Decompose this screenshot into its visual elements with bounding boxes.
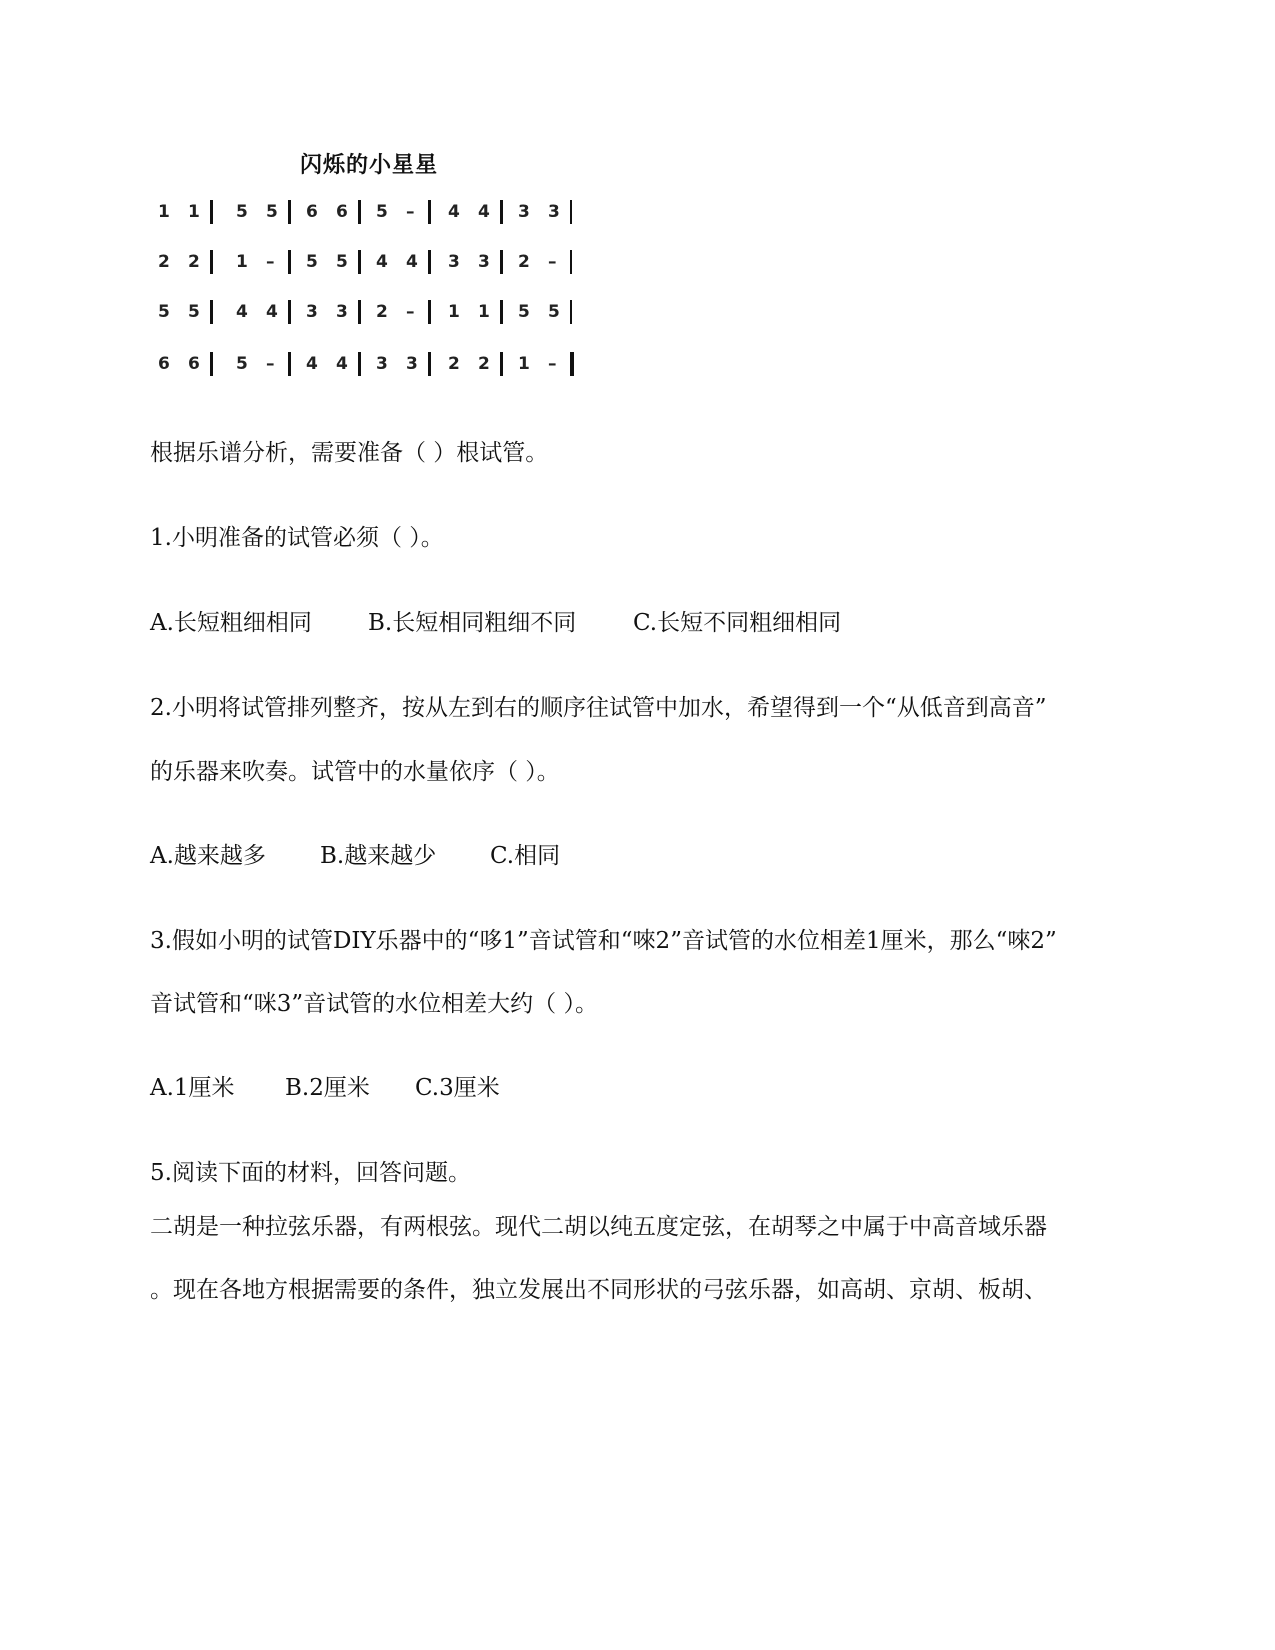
score-note: 1 — [236, 252, 248, 272]
barline — [288, 300, 291, 324]
option-c: C.3厘米 — [415, 1075, 500, 1101]
option-b: B.2厘米 — [285, 1075, 370, 1101]
score-dash: – — [266, 354, 275, 374]
score-note: 2 — [376, 302, 388, 322]
score-note: 5 — [188, 302, 200, 322]
barline — [500, 200, 503, 224]
material-line2: 。现在各地方根据需要的条件，独立发展出不同形状的弓弦乐器，如高胡、京胡、板胡、 — [150, 1277, 1047, 1303]
final-barline — [570, 352, 574, 376]
question-5-stem: 5.阅读下面的材料，回答问题。 — [150, 1160, 471, 1186]
option-a: A.越来越多 — [150, 843, 266, 869]
score-title: 闪烁的小星星 — [300, 153, 439, 178]
score-line — [150, 246, 620, 278]
score-note: 3 — [448, 252, 460, 272]
score-note: 2 — [188, 252, 200, 272]
score-note: 2 — [518, 252, 530, 272]
score-note: 4 — [406, 252, 418, 272]
score-dash: – — [548, 252, 557, 272]
score-note: 3 — [478, 252, 490, 272]
barline — [358, 250, 361, 274]
score-note: 4 — [376, 252, 388, 272]
barline — [570, 250, 572, 274]
score-note: 6 — [158, 354, 170, 374]
score-note: 5 — [236, 202, 248, 222]
score-note: 6 — [336, 202, 348, 222]
option-a: A.1厘米 — [150, 1075, 235, 1101]
score-note: 1 — [448, 302, 460, 322]
barline — [500, 352, 503, 376]
score-note: 1 — [158, 202, 170, 222]
option-a: A.长短粗细相同 — [150, 610, 312, 636]
score-note: 3 — [406, 354, 418, 374]
question-2-stem-line1: 2.小明将试管排列整齐，按从左到右的顺序往试管中加水，希望得到一个“从低音到高音” — [150, 695, 1047, 721]
score-note: 4 — [266, 302, 278, 322]
score-note: 1 — [188, 202, 200, 222]
score-note: 3 — [306, 302, 318, 322]
score-dash: – — [548, 354, 557, 374]
score-dash: – — [406, 202, 415, 222]
barline — [358, 352, 361, 376]
score-line — [150, 296, 620, 328]
barline — [288, 250, 291, 274]
intro-question: 根据乐谱分析，需要准备（ ）根试管。 — [150, 440, 549, 466]
score-note: 5 — [548, 302, 560, 322]
score-note: 5 — [158, 302, 170, 322]
score-line — [150, 348, 620, 380]
score-note: 1 — [478, 302, 490, 322]
score-note: 4 — [448, 202, 460, 222]
score-note: 3 — [336, 302, 348, 322]
score-note: 5 — [236, 354, 248, 374]
score-note: 3 — [548, 202, 560, 222]
score-note: 3 — [518, 202, 530, 222]
barline — [210, 300, 213, 324]
barline — [570, 200, 572, 224]
score-note: 2 — [448, 354, 460, 374]
score-note: 5 — [376, 202, 388, 222]
question-3-options — [150, 1073, 500, 1103]
score-note: 4 — [236, 302, 248, 322]
barline — [288, 200, 291, 224]
barline — [358, 200, 361, 224]
score-note: 2 — [478, 354, 490, 374]
barline — [500, 250, 503, 274]
score-note: 4 — [336, 354, 348, 374]
score-line — [150, 196, 620, 228]
score-note: 5 — [266, 202, 278, 222]
option-c: C.长短不同粗细相同 — [633, 610, 842, 636]
question-2-options — [150, 841, 560, 871]
score-note: 2 — [158, 252, 170, 272]
score-note: 5 — [336, 252, 348, 272]
score-note: 4 — [478, 202, 490, 222]
barline — [358, 300, 361, 324]
score-note: 6 — [188, 354, 200, 374]
barline — [210, 352, 213, 376]
barline — [428, 352, 431, 376]
barline — [210, 200, 213, 224]
score-dash: – — [266, 252, 275, 272]
question-2-stem-line2: 的乐器来吹奏。试管中的水量依序（ ）。 — [150, 759, 560, 785]
barline — [570, 300, 572, 324]
option-b: B.越来越少 — [320, 843, 437, 869]
barline — [500, 300, 503, 324]
score-note: 5 — [518, 302, 530, 322]
score-dash: – — [406, 302, 415, 322]
barline — [428, 200, 431, 224]
barline — [288, 352, 291, 376]
material-line1: 二胡是一种拉弦乐器，有两根弦。现代二胡以纯五度定弦，在胡琴之中属于中高音域乐器 — [150, 1214, 1047, 1240]
question-3-stem-line1: 3.假如小明的试管DIY乐器中的“哆1”音试管和“唻2”音试管的水位相差1厘米，那么“唻2” — [150, 928, 1057, 954]
question-1-options — [150, 608, 841, 638]
barline — [428, 250, 431, 274]
score-note: 4 — [306, 354, 318, 374]
question-1-stem: 1.小明准备的试管必须（ ）。 — [150, 525, 444, 551]
score-note: 5 — [306, 252, 318, 272]
question-3-stem-line2: 音试管和“咪3”音试管的水位相差大约（ ）。 — [150, 991, 598, 1017]
option-b: B.长短相同粗细不同 — [368, 610, 577, 636]
barline — [210, 250, 213, 274]
score-note: 1 — [518, 354, 530, 374]
option-c: C.相同 — [490, 843, 561, 869]
barline — [428, 300, 431, 324]
score-note: 3 — [376, 354, 388, 374]
score-note: 6 — [306, 202, 318, 222]
